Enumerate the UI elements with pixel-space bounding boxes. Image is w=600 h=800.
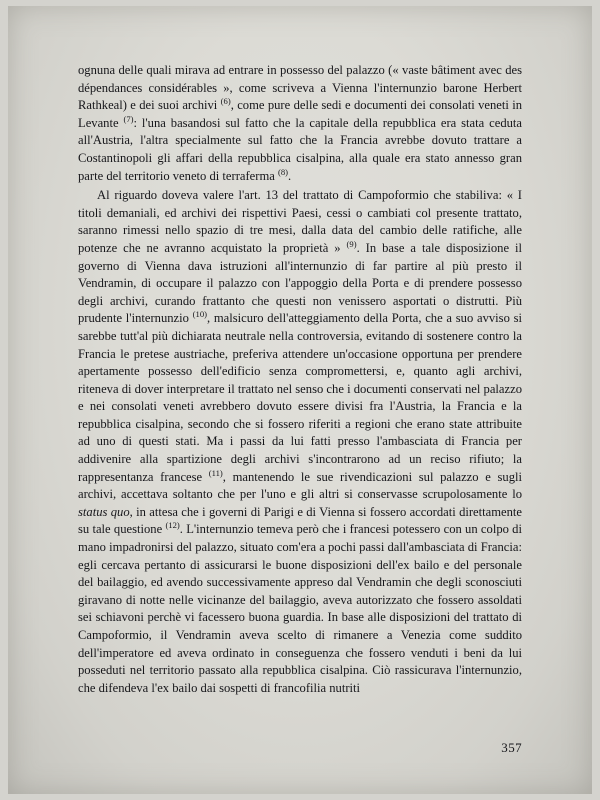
footnote-ref-10: (10)	[192, 309, 207, 320]
latin-phrase-status-quo: status quo	[78, 504, 130, 519]
footnote-ref-8: (8)	[278, 166, 289, 177]
paragraph-1: ognuna delle quali mirava ad entrare in possesso del palazzo (« vaste bâtiment avec des dépendances considérables », come scriveva a Vienna l'internunzio barone Herbert Rathkeal) e dei suoi archivi $^{(6)}$, come pure delle sedi e documenti dei consolati veneti in Levante $^{(7)}$: l'una basandosi sul fatto che la capitale della repubblica era stata ceduta all'Austria, l'altra specialmente sul fatto che la Francia avrebbe dovuto trattare a Costantinopoli gli affari della repubblica cisalpina, alla quale era stato annesso gran parte del territorio veneto di terraferma $^{(8)}$.	[78, 63, 523, 183]
footnote-ref-11: (11)	[208, 467, 223, 478]
page-number: 357	[501, 740, 522, 755]
footnote-ref-7: (7)	[123, 113, 134, 124]
footnote-ref-6: (6)	[220, 96, 231, 106]
paragraph-2: Al riguardo doveva valere l'art. 13 del trattato di Campoformio che stabiliva: « I titoli demaniali, ed archivi dei rispettivi Paesi, cessi o cambiati col presente trattato, saranno rimessi nello spazio di tre mesi, dalla data del cambio delle ratifiche, alle potenze che ne avranno acquistato la proprietà » $^{(9)}$. In base a tale disposizione il governo di Vienna dava istruzioni all'internunzio di far partire al più presto il Vendramin, di occupare il palazzo con l'appoggio della Porta e di prendere possesso degli archivi, curando frattanto che questi non venissero asportati o distrutti. Più prudente l'internunzio $^{(10)}$, malsicuro dell'atteggiamento della Porta, che a suo avviso si sarebbe tutt'al più dichiarata neutrale nella controversia, evitando di sostenere contro la Francia le pretese austriache, preferiva attendere un'occasione opportuna per prendere apertamente possesso dell'edificio senza compromettersi, e, quanto agli archivi, riteneva di dover interpretare il trattato nel senso che i documenti conservati nel palazzo e nei consolati veneti avrebbero dovuto essere divisi fra l'Austria, la Francia e la repubblica cisalpina, secondo che si fossero riferiti a regioni che erano state attribuite ad uno di questi stati. Ma i passi da lui fatti presso l'ambasciata di Francia per addivenire alla spartizione degli archivi s'incontrarono ad un reciso rifiuto; la rappresentanza francese $^{(11)}$, mantenendo le sue rivendicazioni sul palazzo e sugli archivi, accettava soltanto che per l'uno e gli altri si conservasse scrupolosamente lo status quo, in attesa che i governi di Parigi e di Vienna si fossero accordati direttamente su tale questione $^{(12)}$. L'internunzio temeva però che i francesi potessero con un colpo di mano impadronirsi del palazzo, situato com'era a pochi passi dall'ambasciata di Francia: egli cercava pertanto di assicurarsi le buone disposizioni dell'ex bailo e del personale del bailaggio, ed avendo successivamente appreso dal Vendramin che degli sconosciuti giravano di notte nelle vicinanze del bailaggio, aveva autorizzato che fossero assoldati sei schiavoni perchè vi facessero buona guardia. In base alle disposizioni del trattato di Campoformio, il Vendramin aveva scelto di rimanere a Venezia come suddito dell'imperatore ed aveva ordinato in conseguenza che fossero venduti i beni da lui posseduti nel territorio passato alla repubblica cisalpina. Ciò rassicurava l'internunzio, che difendeva l'ex bailo dai sospetti di francofilia nutriti	[78, 188, 523, 695]
page-text-column	[78, 62, 522, 697]
footnote-ref-9: (9)	[346, 238, 357, 249]
footnote-ref-12: (12)	[165, 520, 180, 531]
